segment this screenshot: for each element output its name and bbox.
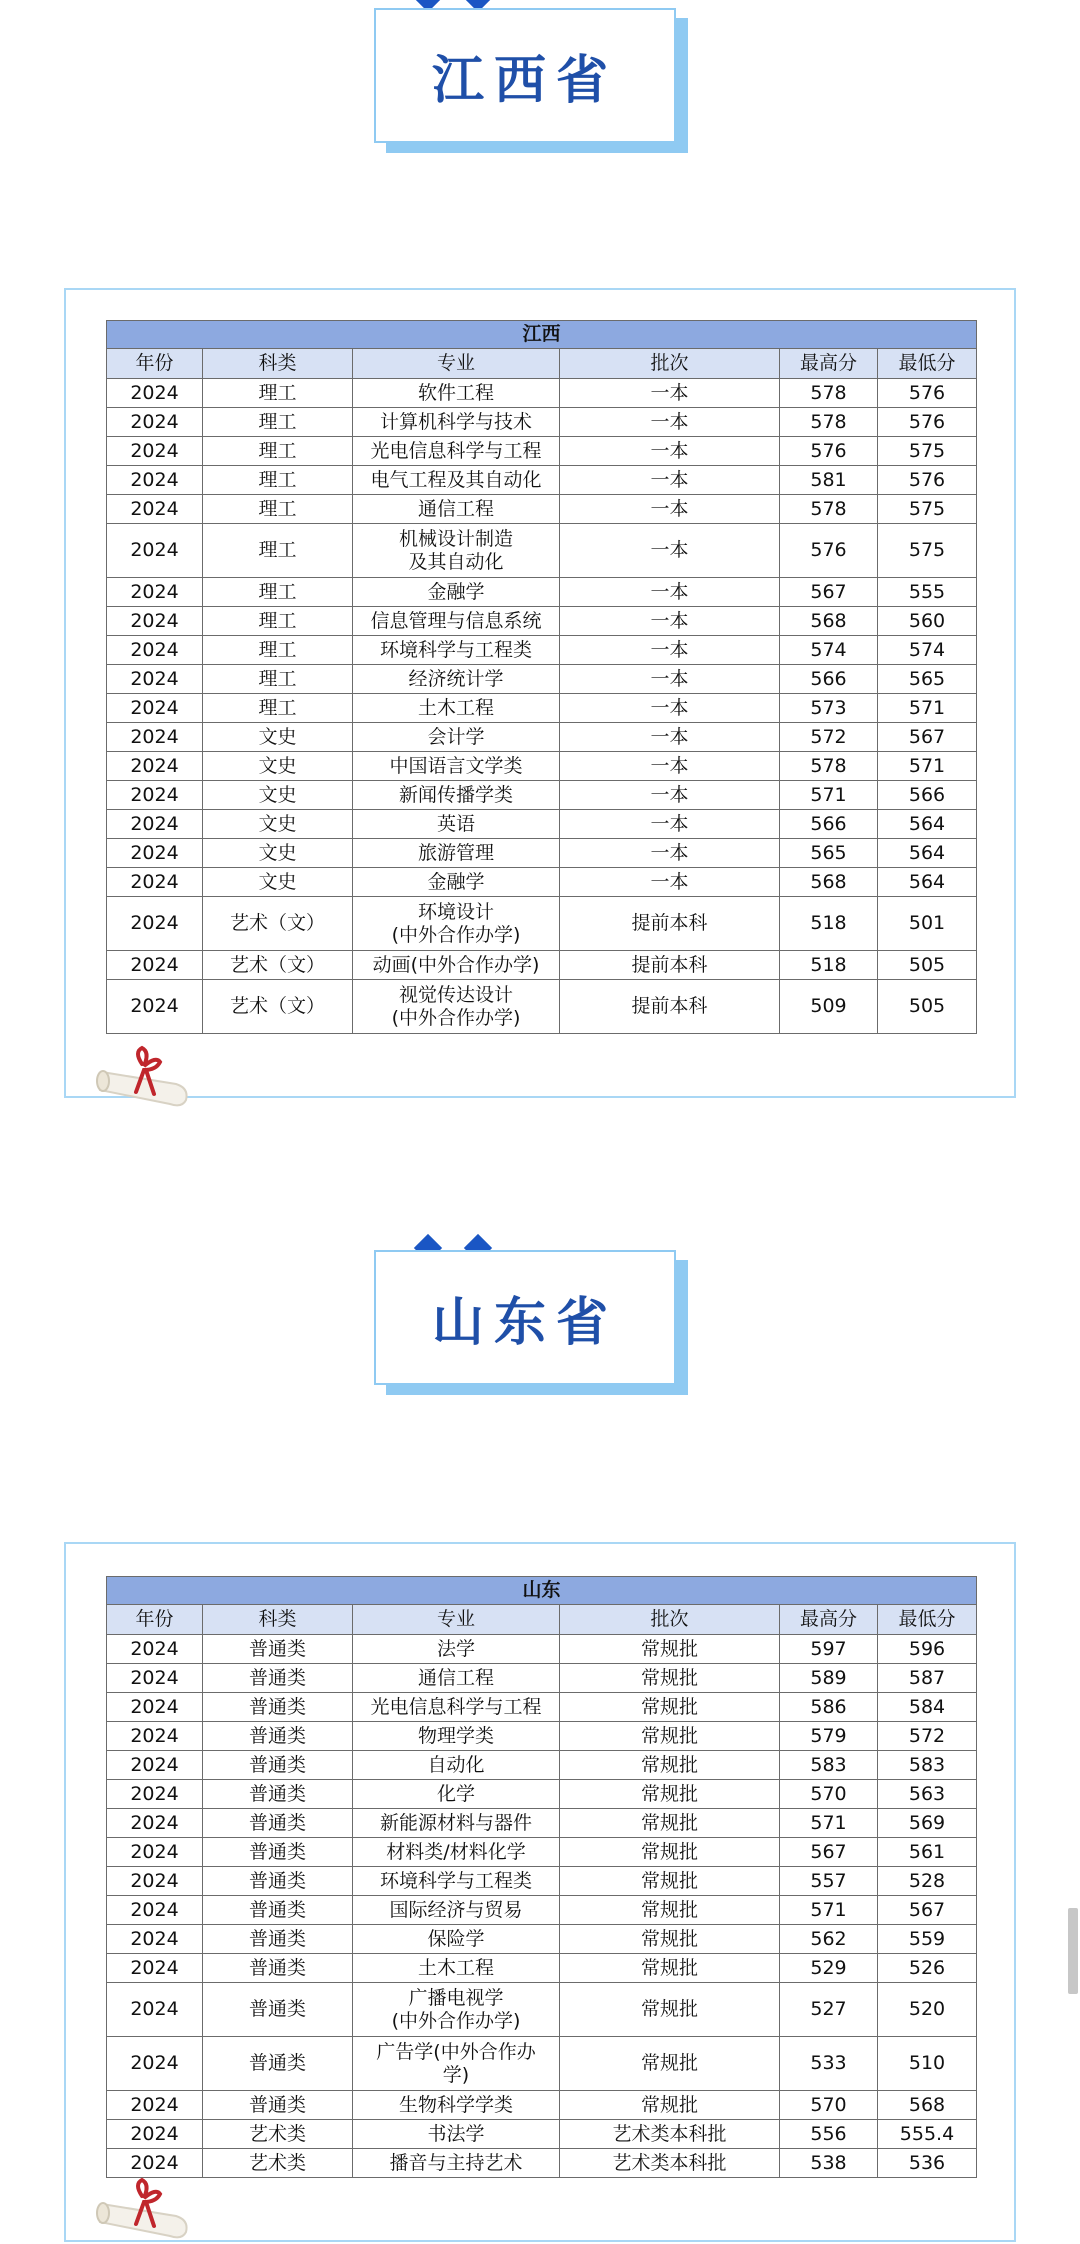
cell-batch: 常规批	[560, 1838, 780, 1867]
cell-batch: 一本	[560, 868, 780, 897]
cell-max-score: 518	[780, 897, 878, 951]
cell-max-score: 566	[780, 810, 878, 839]
cell-category: 理工	[203, 495, 353, 524]
table-row	[107, 636, 977, 665]
cell-major: 土木工程	[353, 694, 560, 723]
cell-category: 文史	[203, 723, 353, 752]
table-row	[107, 466, 977, 495]
cell-max-score: 557	[780, 1867, 878, 1896]
cell-min-score: 568	[878, 2091, 977, 2120]
cell-min-score: 510	[878, 2037, 977, 2091]
cell-max-score: 579	[780, 1722, 878, 1751]
cell-category: 艺术（文）	[203, 897, 353, 951]
cell-batch: 一本	[560, 810, 780, 839]
cell-batch: 提前本科	[560, 980, 780, 1034]
cell-max-score: 529	[780, 1954, 878, 1983]
cell-min-score: 572	[878, 1722, 977, 1751]
cell-category: 文史	[203, 781, 353, 810]
cell-min-score: 564	[878, 839, 977, 868]
cell-min-score: 567	[878, 723, 977, 752]
cell-min-score: 536	[878, 2149, 977, 2178]
cell-min-score: 575	[878, 524, 977, 578]
score-table-jiangxi	[106, 320, 977, 1034]
cell-category: 普通类	[203, 1751, 353, 1780]
cell-batch: 一本	[560, 723, 780, 752]
header-min-score: 最低分	[878, 349, 977, 379]
table-row	[107, 495, 977, 524]
header-max-score: 最高分	[780, 1605, 878, 1635]
cell-major: 书法学	[353, 2120, 560, 2149]
cell-year: 2024	[107, 1722, 203, 1751]
cell-max-score: 597	[780, 1635, 878, 1664]
table-row	[107, 723, 977, 752]
cell-batch: 常规批	[560, 1809, 780, 1838]
cell-min-score: 565	[878, 665, 977, 694]
cell-major: 软件工程	[353, 379, 560, 408]
cell-max-score: 556	[780, 2120, 878, 2149]
cell-max-score: 576	[780, 437, 878, 466]
cell-major: 旅游管理	[353, 839, 560, 868]
table-row	[107, 607, 977, 636]
cell-year: 2024	[107, 1867, 203, 1896]
cell-major: 环境科学与工程类	[353, 636, 560, 665]
cell-batch: 一本	[560, 752, 780, 781]
scroll-diploma-icon	[94, 2174, 204, 2244]
cell-major: 物理学类	[353, 1722, 560, 1751]
cell-year: 2024	[107, 752, 203, 781]
header-major: 专业	[353, 1605, 560, 1635]
cell-category: 理工	[203, 437, 353, 466]
cell-category: 普通类	[203, 1838, 353, 1867]
cell-min-score: 501	[878, 897, 977, 951]
province-card-jiangxi	[374, 8, 676, 143]
cell-max-score: 533	[780, 2037, 878, 2091]
cell-major: 英语	[353, 810, 560, 839]
cell-max-score: 566	[780, 665, 878, 694]
cell-major: 会计学	[353, 723, 560, 752]
cell-category: 普通类	[203, 1693, 353, 1722]
cell-major: 中国语言文学类	[353, 752, 560, 781]
cell-max-score: 571	[780, 1896, 878, 1925]
cell-batch: 常规批	[560, 1751, 780, 1780]
table-row	[107, 781, 977, 810]
header-year: 年份	[107, 1605, 203, 1635]
cell-major: 新能源材料与器件	[353, 1809, 560, 1838]
table-header-row	[107, 1605, 977, 1635]
cell-max-score: 518	[780, 951, 878, 980]
cell-major: 动画(中外合作办学)	[353, 951, 560, 980]
cell-category: 普通类	[203, 1780, 353, 1809]
cell-category: 理工	[203, 578, 353, 607]
header-batch: 批次	[560, 1605, 780, 1635]
cell-major: 金融学	[353, 868, 560, 897]
cell-major: 广告学(中外合作办 学)	[353, 2037, 560, 2091]
header-batch: 批次	[560, 349, 780, 379]
cell-year: 2024	[107, 466, 203, 495]
cell-year: 2024	[107, 897, 203, 951]
cell-min-score: 575	[878, 437, 977, 466]
table-row	[107, 1693, 977, 1722]
cell-batch: 一本	[560, 379, 780, 408]
cell-year: 2024	[107, 2120, 203, 2149]
cell-year: 2024	[107, 1838, 203, 1867]
cell-min-score: 571	[878, 694, 977, 723]
cell-max-score: 570	[780, 1780, 878, 1809]
cell-max-score: 589	[780, 1664, 878, 1693]
cell-year: 2024	[107, 578, 203, 607]
cell-year: 2024	[107, 607, 203, 636]
cell-major: 光电信息科学与工程	[353, 437, 560, 466]
cell-min-score: 505	[878, 980, 977, 1034]
table-frame-shandong	[64, 1542, 1016, 2242]
cell-category: 艺术类	[203, 2120, 353, 2149]
cell-max-score: 578	[780, 495, 878, 524]
cell-category: 理工	[203, 636, 353, 665]
cell-major: 法学	[353, 1635, 560, 1664]
cell-max-score: 574	[780, 636, 878, 665]
cell-min-score: 564	[878, 868, 977, 897]
cell-major: 经济统计学	[353, 665, 560, 694]
cell-batch: 提前本科	[560, 951, 780, 980]
table-row	[107, 1635, 977, 1664]
cell-max-score: 586	[780, 1693, 878, 1722]
cell-min-score: 596	[878, 1635, 977, 1664]
cell-major: 光电信息科学与工程	[353, 1693, 560, 1722]
cell-min-score: 520	[878, 1983, 977, 2037]
cell-batch: 一本	[560, 466, 780, 495]
cell-major: 电气工程及其自动化	[353, 466, 560, 495]
cell-year: 2024	[107, 1751, 203, 1780]
table-row	[107, 408, 977, 437]
cell-category: 文史	[203, 810, 353, 839]
table-row	[107, 578, 977, 607]
cell-category: 普通类	[203, 1809, 353, 1838]
cell-category: 理工	[203, 665, 353, 694]
table-title: 山东	[107, 1577, 977, 1605]
cell-year: 2024	[107, 951, 203, 980]
cell-batch: 一本	[560, 607, 780, 636]
cell-category: 普通类	[203, 1925, 353, 1954]
table-row	[107, 810, 977, 839]
cell-year: 2024	[107, 980, 203, 1034]
cell-year: 2024	[107, 1664, 203, 1693]
cell-major: 金融学	[353, 578, 560, 607]
table-body-shandong	[107, 1635, 977, 2178]
cell-category: 文史	[203, 868, 353, 897]
table-row	[107, 752, 977, 781]
header-year: 年份	[107, 349, 203, 379]
table-body-jiangxi	[107, 379, 977, 1034]
cell-min-score: 505	[878, 951, 977, 980]
scroll-diploma-icon	[94, 1042, 204, 1112]
cell-max-score: 570	[780, 2091, 878, 2120]
cell-category: 普通类	[203, 1635, 353, 1664]
cell-category: 普通类	[203, 1867, 353, 1896]
cell-category: 理工	[203, 607, 353, 636]
cell-max-score: 568	[780, 607, 878, 636]
cell-batch: 艺术类本科批	[560, 2120, 780, 2149]
table-row	[107, 1925, 977, 1954]
table-row	[107, 437, 977, 466]
cell-major: 广播电视学 (中外合作办学)	[353, 1983, 560, 2037]
cell-min-score: 569	[878, 1809, 977, 1838]
table-row	[107, 1954, 977, 1983]
cell-max-score: 567	[780, 1838, 878, 1867]
cell-category: 普通类	[203, 1954, 353, 1983]
cell-year: 2024	[107, 1983, 203, 2037]
cell-max-score: 571	[780, 1809, 878, 1838]
cell-batch: 常规批	[560, 1693, 780, 1722]
cell-max-score: 576	[780, 524, 878, 578]
table-row	[107, 694, 977, 723]
cell-batch: 常规批	[560, 2091, 780, 2120]
cell-year: 2024	[107, 694, 203, 723]
cell-year: 2024	[107, 379, 203, 408]
cell-year: 2024	[107, 810, 203, 839]
cell-batch: 常规批	[560, 1867, 780, 1896]
cell-batch: 一本	[560, 839, 780, 868]
cell-batch: 一本	[560, 495, 780, 524]
cell-major: 通信工程	[353, 495, 560, 524]
cell-major: 环境科学与工程类	[353, 1867, 560, 1896]
cell-category: 普通类	[203, 1983, 353, 2037]
cell-major: 国际经济与贸易	[353, 1896, 560, 1925]
cell-major: 材料类/材料化学	[353, 1838, 560, 1867]
cell-category: 普通类	[203, 2037, 353, 2091]
cell-batch: 常规批	[560, 1780, 780, 1809]
cell-min-score: 526	[878, 1954, 977, 1983]
cell-year: 2024	[107, 408, 203, 437]
province-title: 江西省	[431, 50, 618, 111]
table-row	[107, 2149, 977, 2178]
cell-year: 2024	[107, 437, 203, 466]
cell-batch: 一本	[560, 781, 780, 810]
cell-year: 2024	[107, 868, 203, 897]
cell-category: 普通类	[203, 1722, 353, 1751]
cell-year: 2024	[107, 1635, 203, 1664]
cell-min-score: 574	[878, 636, 977, 665]
table-row	[107, 951, 977, 980]
cell-min-score: 566	[878, 781, 977, 810]
cell-year: 2024	[107, 1896, 203, 1925]
cell-max-score: 583	[780, 1751, 878, 1780]
cell-batch: 常规批	[560, 1722, 780, 1751]
cell-category: 艺术类	[203, 2149, 353, 2178]
cell-major: 计算机科学与技术	[353, 408, 560, 437]
cell-category: 普通类	[203, 1664, 353, 1693]
table-row	[107, 1983, 977, 2037]
cell-batch: 一本	[560, 636, 780, 665]
cell-batch: 常规批	[560, 1954, 780, 1983]
cell-min-score: 555	[878, 578, 977, 607]
cell-year: 2024	[107, 1693, 203, 1722]
cell-batch: 常规批	[560, 1664, 780, 1693]
cell-category: 普通类	[203, 1896, 353, 1925]
cell-category: 理工	[203, 524, 353, 578]
table-row	[107, 1867, 977, 1896]
cell-batch: 常规批	[560, 1925, 780, 1954]
table-row	[107, 1751, 977, 1780]
page-scrollbar[interactable]	[1068, 1908, 1078, 1994]
cell-year: 2024	[107, 665, 203, 694]
cell-batch: 一本	[560, 408, 780, 437]
cell-max-score: 562	[780, 1925, 878, 1954]
cell-min-score: 571	[878, 752, 977, 781]
cell-min-score: 576	[878, 408, 977, 437]
table-row	[107, 524, 977, 578]
table-row	[107, 2037, 977, 2091]
cell-major: 自动化	[353, 1751, 560, 1780]
cell-batch: 一本	[560, 694, 780, 723]
cell-max-score: 572	[780, 723, 878, 752]
cell-batch: 一本	[560, 437, 780, 466]
table-row	[107, 1809, 977, 1838]
cell-category: 理工	[203, 379, 353, 408]
province-card-shandong	[374, 1250, 676, 1385]
cell-min-score: 561	[878, 1838, 977, 1867]
cell-major: 机械设计制造 及其自动化	[353, 524, 560, 578]
table-header-row	[107, 349, 977, 379]
cell-min-score: 560	[878, 607, 977, 636]
cell-max-score: 567	[780, 578, 878, 607]
cell-year: 2024	[107, 723, 203, 752]
cell-max-score: 578	[780, 379, 878, 408]
cell-max-score: 581	[780, 466, 878, 495]
cell-min-score: 559	[878, 1925, 977, 1954]
cell-category: 普通类	[203, 2091, 353, 2120]
cell-min-score: 583	[878, 1751, 977, 1780]
table-title: 江西	[107, 321, 977, 349]
cell-batch: 艺术类本科批	[560, 2149, 780, 2178]
cell-year: 2024	[107, 781, 203, 810]
table-row	[107, 2120, 977, 2149]
cell-category: 艺术（文）	[203, 980, 353, 1034]
cell-max-score: 538	[780, 2149, 878, 2178]
table-row	[107, 868, 977, 897]
table-row	[107, 665, 977, 694]
cell-min-score: 528	[878, 1867, 977, 1896]
cell-year: 2024	[107, 636, 203, 665]
cell-batch: 一本	[560, 578, 780, 607]
cell-major: 保险学	[353, 1925, 560, 1954]
cell-max-score: 571	[780, 781, 878, 810]
cell-major: 化学	[353, 1780, 560, 1809]
table-row	[107, 980, 977, 1034]
score-table-shandong	[106, 1576, 977, 2178]
cell-major: 土木工程	[353, 1954, 560, 1983]
cell-max-score: 527	[780, 1983, 878, 2037]
cell-year: 2024	[107, 495, 203, 524]
cell-major: 视觉传达设计 (中外合作办学)	[353, 980, 560, 1034]
cell-category: 艺术（文）	[203, 951, 353, 980]
header-category: 科类	[203, 349, 353, 379]
table-row	[107, 2091, 977, 2120]
cell-major: 信息管理与信息系统	[353, 607, 560, 636]
table-row	[107, 839, 977, 868]
cell-max-score: 565	[780, 839, 878, 868]
cell-category: 文史	[203, 752, 353, 781]
cell-category: 理工	[203, 466, 353, 495]
table-row	[107, 897, 977, 951]
cell-max-score: 573	[780, 694, 878, 723]
cell-year: 2024	[107, 1925, 203, 1954]
cell-year: 2024	[107, 524, 203, 578]
cell-min-score: 576	[878, 466, 977, 495]
cell-category: 理工	[203, 408, 353, 437]
cell-max-score: 578	[780, 408, 878, 437]
cell-major: 生物科学学类	[353, 2091, 560, 2120]
cell-year: 2024	[107, 2037, 203, 2091]
table-row	[107, 1896, 977, 1925]
cell-year: 2024	[107, 2149, 203, 2178]
header-max-score: 最高分	[780, 349, 878, 379]
cell-year: 2024	[107, 839, 203, 868]
cell-batch: 一本	[560, 665, 780, 694]
cell-min-score: 563	[878, 1780, 977, 1809]
table-row	[107, 379, 977, 408]
cell-year: 2024	[107, 1780, 203, 1809]
cell-batch: 常规批	[560, 1983, 780, 2037]
cell-batch: 常规批	[560, 1896, 780, 1925]
cell-batch: 常规批	[560, 1635, 780, 1664]
cell-major: 新闻传播学类	[353, 781, 560, 810]
cell-min-score: 564	[878, 810, 977, 839]
cell-year: 2024	[107, 2091, 203, 2120]
cell-min-score: 575	[878, 495, 977, 524]
cell-min-score: 555.4	[878, 2120, 977, 2149]
cell-max-score: 509	[780, 980, 878, 1034]
cell-min-score: 584	[878, 1693, 977, 1722]
header-major: 专业	[353, 349, 560, 379]
province-title: 山东省	[431, 1292, 618, 1353]
cell-max-score: 578	[780, 752, 878, 781]
cell-major: 环境设计 (中外合作办学)	[353, 897, 560, 951]
cell-batch: 提前本科	[560, 897, 780, 951]
cell-min-score: 587	[878, 1664, 977, 1693]
cell-year: 2024	[107, 1809, 203, 1838]
cell-min-score: 576	[878, 379, 977, 408]
cell-batch: 一本	[560, 524, 780, 578]
cell-year: 2024	[107, 1954, 203, 1983]
table-row	[107, 1838, 977, 1867]
cell-max-score: 568	[780, 868, 878, 897]
table-frame-jiangxi	[64, 288, 1016, 1098]
table-row	[107, 1664, 977, 1693]
cell-major: 通信工程	[353, 1664, 560, 1693]
cell-min-score: 567	[878, 1896, 977, 1925]
cell-category: 理工	[203, 694, 353, 723]
cell-batch: 常规批	[560, 2037, 780, 2091]
header-category: 科类	[203, 1605, 353, 1635]
cell-category: 文史	[203, 839, 353, 868]
cell-major: 播音与主持艺术	[353, 2149, 560, 2178]
table-row	[107, 1780, 977, 1809]
header-min-score: 最低分	[878, 1605, 977, 1635]
table-row	[107, 1722, 977, 1751]
